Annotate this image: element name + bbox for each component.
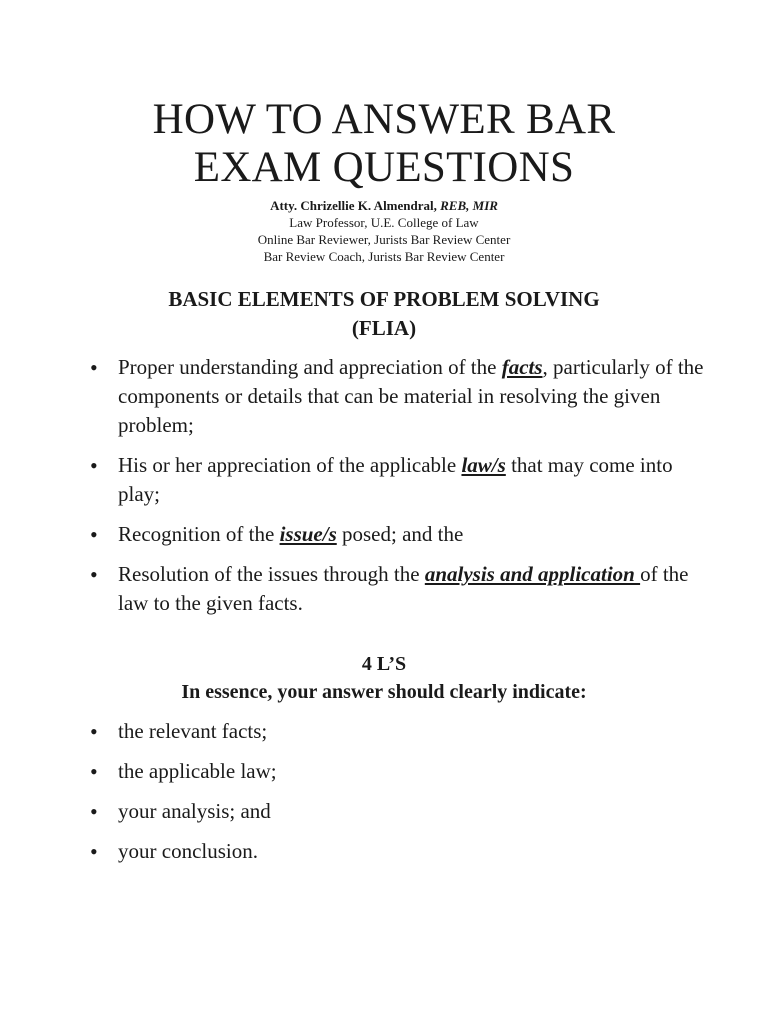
author-role: Law Professor, U.E. College of Law: [289, 215, 479, 230]
four-ls-subheading: In essence, your answer should clearly indicate:: [181, 681, 587, 703]
document-title: [0, 96, 768, 192]
list-item: [90, 837, 710, 866]
title-line-1: HOW TO ANSWER BAR: [152, 96, 616, 143]
author-name: Atty. Chrizellie K. Almendral,: [270, 198, 437, 213]
item-text: the applicable law;: [118, 759, 277, 783]
flia-heading-line-1: BASIC ELEMENTS OF PROBLEM SOLVING: [168, 287, 600, 311]
author-block: [0, 197, 768, 265]
list-item: [90, 451, 710, 509]
bullet-icon: •: [90, 759, 98, 784]
bullet-icon: •: [90, 719, 98, 744]
four-ls-heading: 4 L’S: [361, 653, 407, 675]
list-item: [90, 797, 710, 826]
four-ls-list: [90, 717, 710, 877]
list-item: [90, 560, 710, 618]
author-line: [0, 197, 768, 214]
author-credentials: REB, MIR: [440, 198, 498, 213]
item-text: your conclusion.: [118, 839, 258, 863]
author-role: Online Bar Reviewer, Jurists Bar Review Center: [257, 232, 511, 247]
item-text: Recognition of the: [118, 522, 280, 546]
flia-heading-line-2: (FLIA): [351, 316, 417, 340]
item-keyword: facts: [501, 355, 543, 379]
item-keyword: analysis and application: [424, 562, 641, 586]
item-text: Resolution of the issues through the: [118, 562, 425, 586]
bullet-icon: •: [90, 355, 98, 380]
author-role: Bar Review Coach, Jurists Bar Review Center: [263, 249, 505, 264]
item-text: the relevant facts;: [118, 719, 268, 743]
list-item: [90, 757, 710, 786]
list-item: [90, 717, 710, 746]
title-line-2: EXAM QUESTIONS: [193, 144, 575, 191]
bullet-icon: •: [90, 453, 98, 478]
item-text: , particularly of the components or details that can be material in resolving the given problem;: [118, 355, 704, 437]
bullet-icon: •: [90, 839, 98, 864]
item-text: posed; and the: [336, 522, 464, 546]
bullet-icon: •: [90, 562, 98, 587]
item-text: of the law to the given facts.: [118, 562, 689, 615]
item-keyword: issue/s: [279, 522, 337, 546]
list-item: [90, 520, 710, 549]
flia-heading: [0, 285, 768, 343]
item-text: His or her appreciation of the applicable: [118, 453, 462, 477]
flia-list: [90, 353, 710, 629]
item-text: Proper understanding and appreciation of the: [118, 355, 502, 379]
item-text: that may come into play;: [118, 453, 673, 506]
list-item: [90, 353, 710, 440]
item-text: your analysis; and: [118, 799, 271, 823]
item-keyword: law/s: [461, 453, 506, 477]
bullet-icon: •: [90, 522, 98, 547]
bullet-icon: •: [90, 799, 98, 824]
